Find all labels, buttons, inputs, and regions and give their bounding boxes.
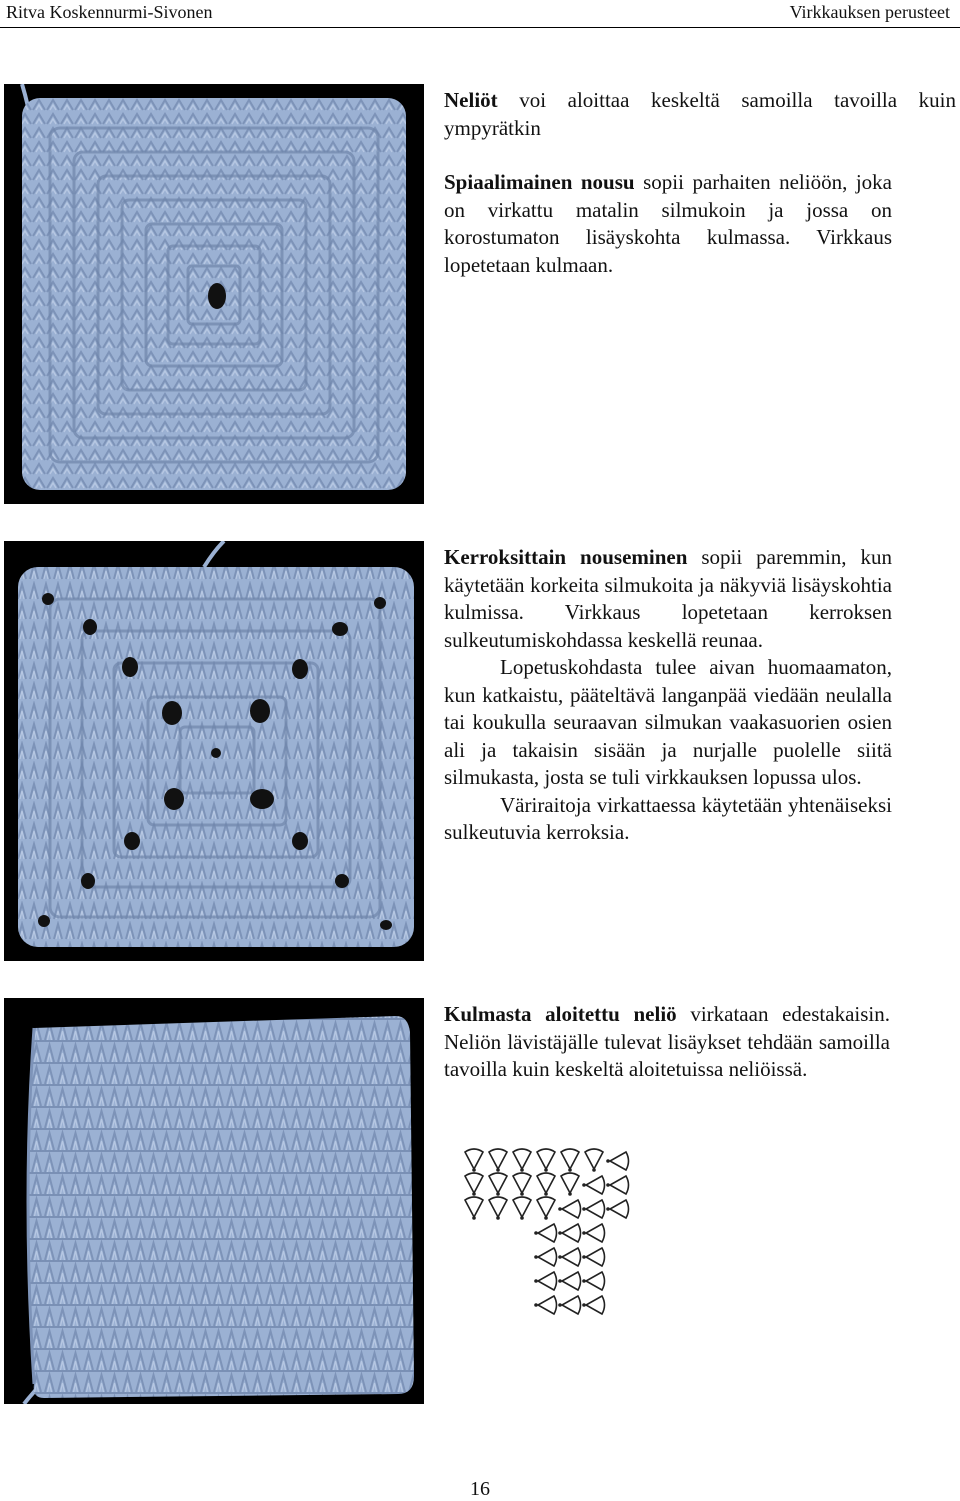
stitch-symbol: [489, 1197, 507, 1220]
paragraph-text: sopii paremmin, kun käytetään korkeita silmukoita ja näkyviä lisäyskohtia kulmissa. Virkkaus lopetetaan kerroksen sulkeutumiskohdassa keskellä reunaa.: [444, 545, 892, 652]
stitch-symbol: [561, 1149, 579, 1172]
stitch-symbol: [513, 1197, 531, 1220]
stitch-symbol: [558, 1200, 580, 1218]
stitch-symbol: [465, 1149, 483, 1172]
header-title: Virkkauksen perusteet: [789, 2, 950, 22]
stitch-symbol: [558, 1248, 580, 1266]
stitch-symbol: [465, 1173, 483, 1196]
stitch-symbol: [534, 1248, 556, 1266]
bold-term: Kerroksittain nouseminen: [444, 545, 688, 569]
stitch-symbol: [537, 1197, 555, 1220]
stitch-symbol: [582, 1272, 604, 1290]
stitch-symbol: [606, 1176, 628, 1194]
bold-term: Neliöt: [444, 88, 498, 112]
stitch-symbol: [606, 1200, 628, 1218]
stitch-symbol: [582, 1296, 604, 1314]
section-1-text: [444, 87, 956, 279]
paragraph: [444, 169, 892, 279]
stitch-symbol: [537, 1149, 555, 1172]
stitch-symbol: [558, 1272, 580, 1290]
stitch-symbol: [465, 1197, 483, 1220]
stitch-symbol: [534, 1272, 556, 1290]
header-author: Ritva Koskennurmi-Sivonen: [6, 2, 213, 22]
stitch-symbol: [489, 1173, 507, 1196]
stitch-symbol: [582, 1176, 604, 1194]
bold-term: Kulmasta aloitettu neliö: [444, 1002, 677, 1026]
stitch-symbol: [582, 1200, 604, 1218]
stitch-symbol: [582, 1248, 604, 1266]
stitch-symbol: [558, 1224, 580, 1242]
stitch-symbol: [534, 1224, 556, 1242]
stitch-symbol: [558, 1296, 580, 1314]
paragraph: [444, 792, 892, 847]
paragraph-text: voi aloittaa keskeltä samoilla tavoilla kuin ympyrätkin: [444, 88, 956, 140]
stitch-symbol: [537, 1173, 555, 1196]
stitch-symbol: [606, 1152, 628, 1170]
bold-term: Spiaalimainen nousu: [444, 170, 635, 194]
section-3-text: [444, 1001, 890, 1084]
stitch-symbol: [489, 1149, 507, 1172]
paragraph: [444, 87, 956, 142]
paragraph: [444, 1001, 890, 1084]
stitch-symbol: [513, 1173, 531, 1196]
stitch-symbol: [582, 1224, 604, 1242]
corner-square-photo: [4, 998, 424, 1404]
stitch-symbol: [513, 1149, 531, 1172]
stitch-symbol: [534, 1296, 556, 1314]
page-number: 16: [470, 1478, 490, 1500]
stitch-symbol: [561, 1173, 579, 1196]
spiral-square-photo: [4, 84, 424, 504]
page-header: [0, 0, 960, 26]
section-2-text: [444, 544, 892, 847]
paragraph-text: Lopetuskohdasta tulee aivan huomaamaton, kun katkaistu, pääteltävä langanpää viedään neulalla tai koukulla seuraavan silmukan vaakasuorien osien ali ja takaisin sisään ja nurjalle puolelle siitä silmukasta, josta se tuli virkkauksen lopussa ulos.: [444, 655, 892, 789]
stitch-symbol: [585, 1149, 603, 1172]
paragraph: [444, 544, 892, 654]
paragraph: [444, 654, 892, 792]
paragraph-text: virkataan edestakaisin. Neliön lävistäjälle tulevat lisäykset tehdään samoilla tavoilla kuin keskeltä aloitetuissa neliöissä.: [444, 1002, 890, 1081]
stitch-diagram: [456, 1146, 632, 1316]
paragraph-text: Väriraitoja virkattaessa käytetään yhtenäiseksi sulkeutuvia kerroksia.: [444, 792, 892, 844]
layered-square-photo: [4, 541, 424, 961]
header-rule: [0, 27, 960, 28]
paragraph-text: sopii parhaiten neliöön, joka on virkattu matalin silmukoin ja jossa on korostumaton lisäyskohta kulmassa. Virkkaus lopetetaan kulmaan.: [444, 170, 892, 277]
